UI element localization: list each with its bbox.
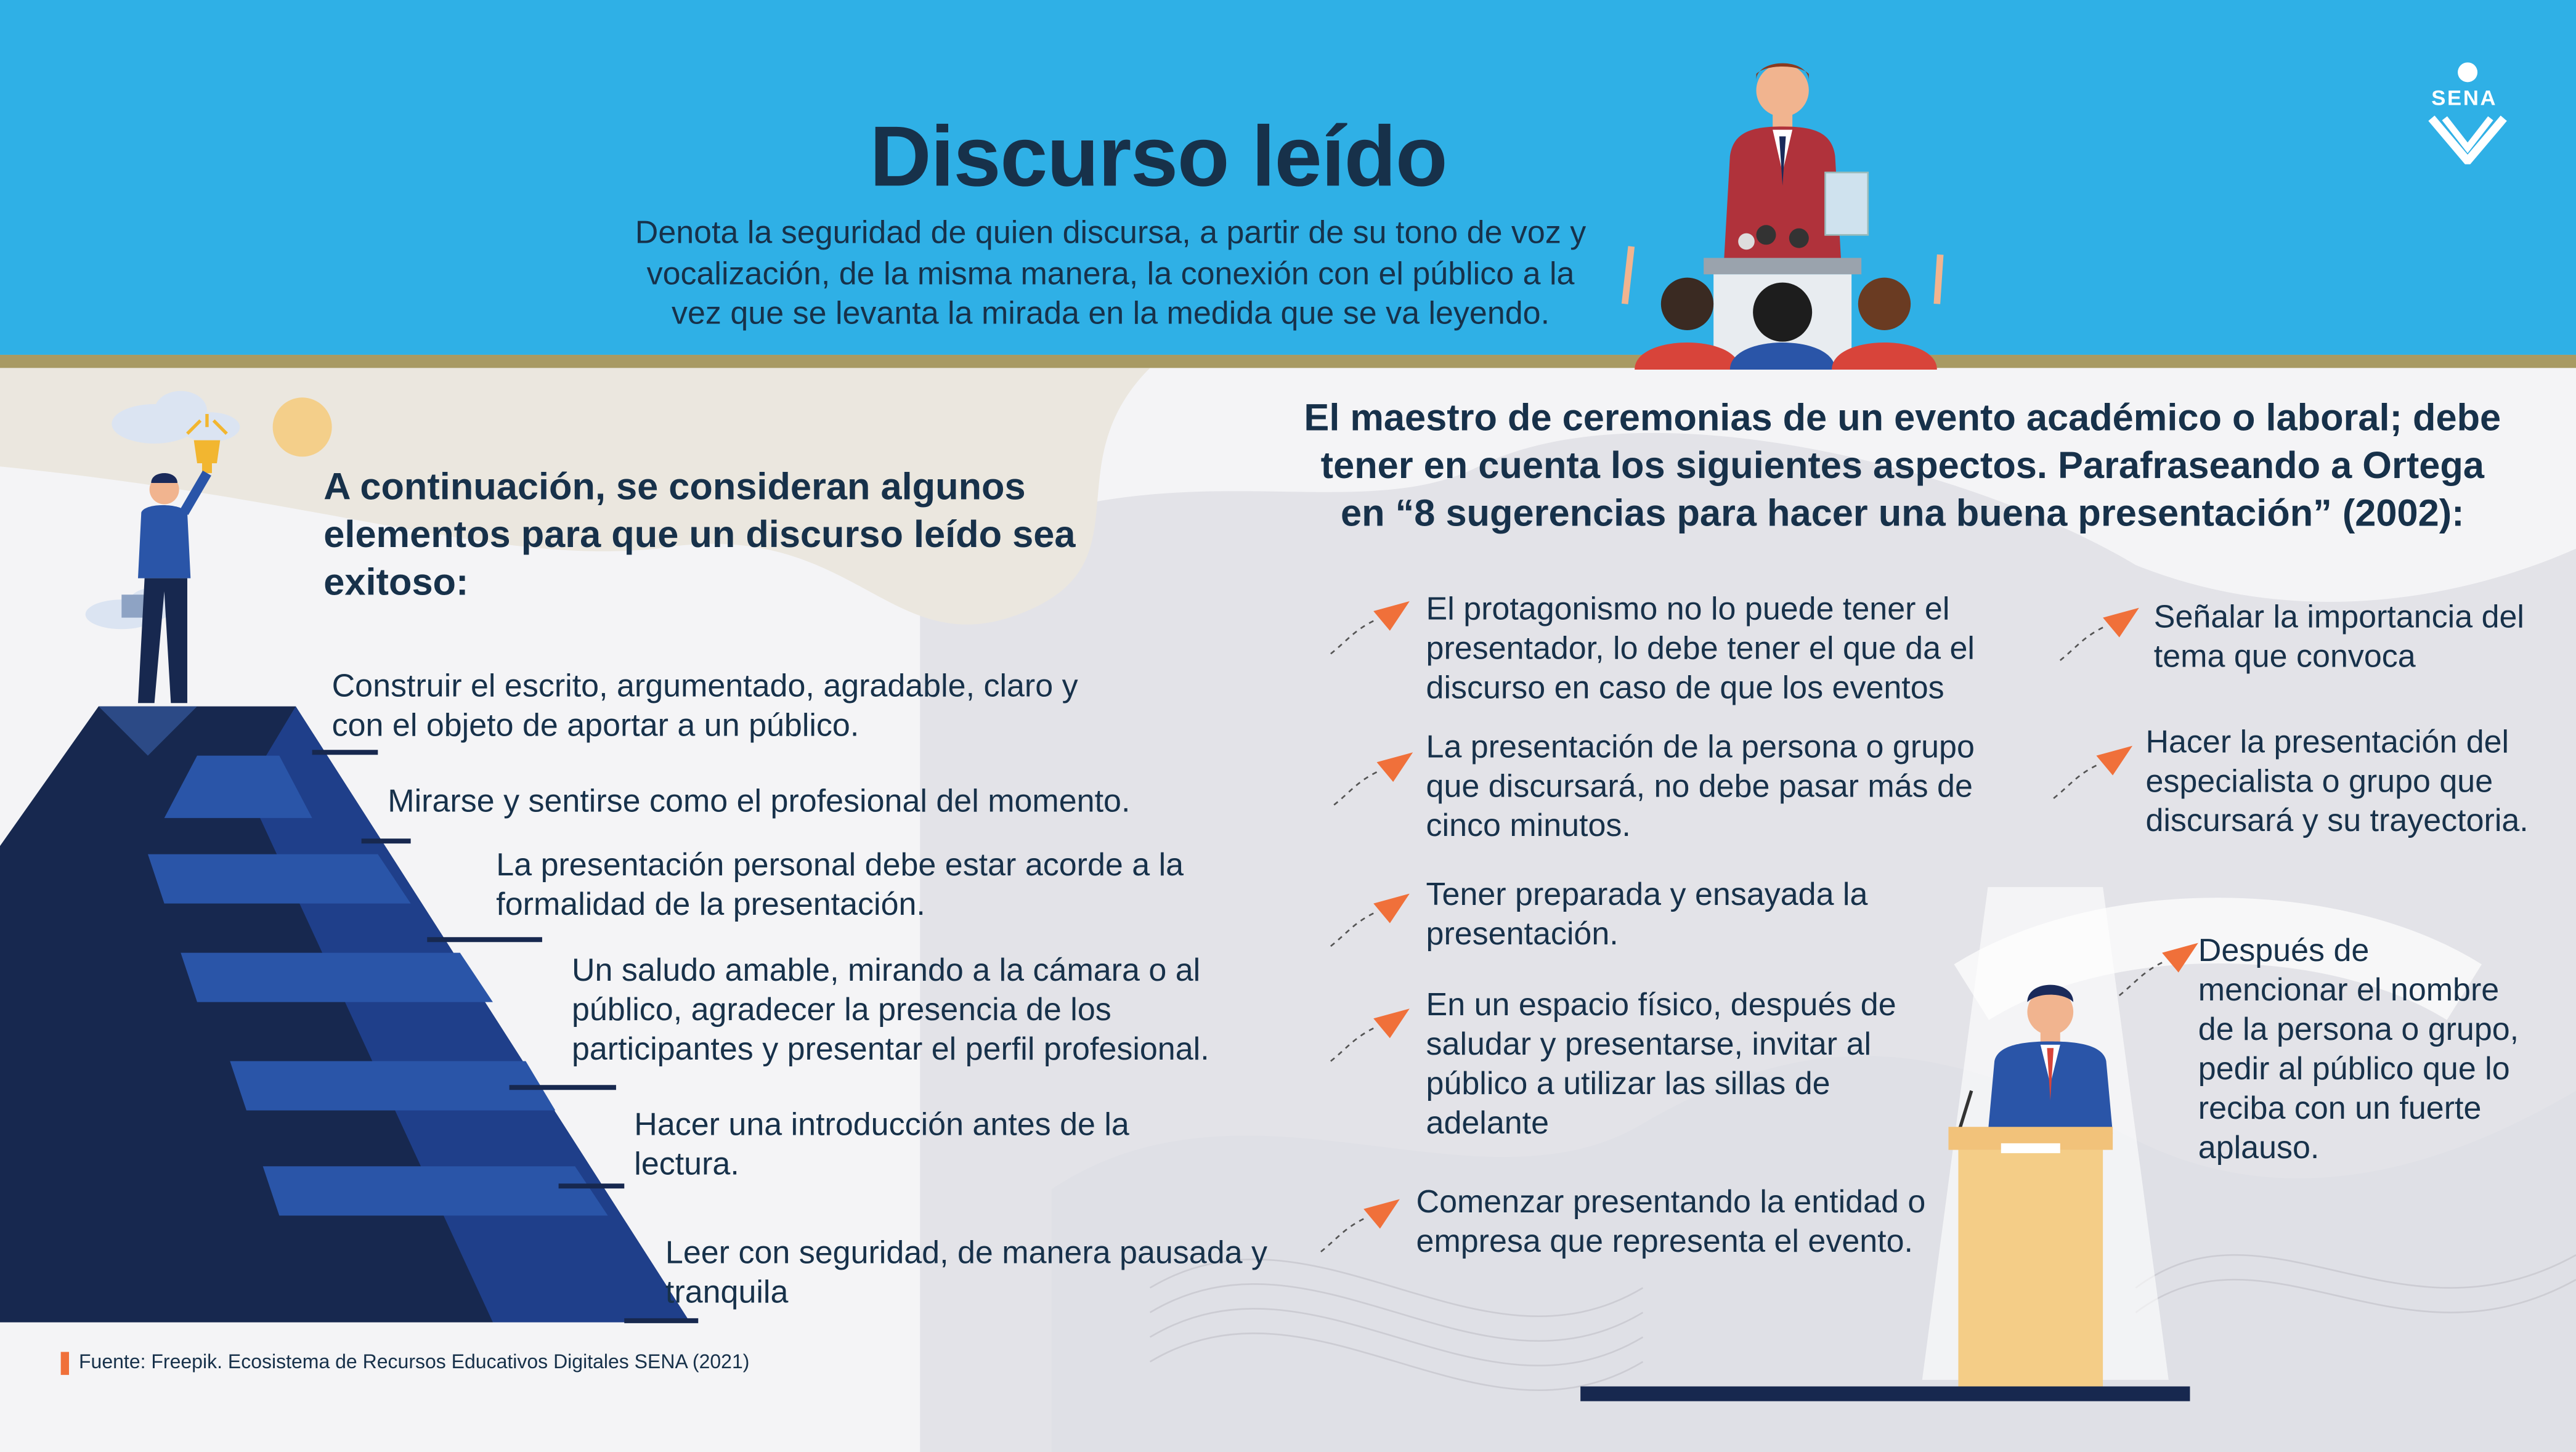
paper-plane-icon <box>1321 1199 1400 1252</box>
paper-plane-icon <box>1331 894 1410 946</box>
right-heading: El maestro de ceremonias de un evento académico o laboral; debe tener en cuenta los siguientes aspectos. Parafraseando a Ortega en “8 sugerencias para hacer una buena presentación” (2002): <box>1304 395 2501 534</box>
sena-logo <box>2415 59 2521 164</box>
left-item-6: Leer con seguridad, de manera pausada y tranquila <box>665 1235 1267 1311</box>
speaker-podium-illustration <box>1602 57 1955 370</box>
left-item-3: La presentación personal debe estar acorde a la formalidad de la presentación. <box>496 847 1184 923</box>
right-item-7: Hacer la presentación del especialista o grupo que discursará y su trayectoria. <box>2145 724 2529 840</box>
right-item-2: La presentación de la persona o grupo que discursará, no debe pasar más de cinco minutos. <box>1426 729 1975 845</box>
paper-plane-icon <box>1334 752 1413 805</box>
page-subtitle: Denota la seguridad de quien discursa, a partir de su tono de voz y vocalización, de la misma manera, la conexión con el público a la vez que se levanta la mirada en la medida que se va leyendo. <box>635 215 1587 332</box>
left-item-4: Un saludo amable, mirando a la cámara o al público, agradecer la presencia de los participantes y presentar el perfil profesional. <box>571 952 1209 1068</box>
left-heading: A continuación, se consideran algunos elementos para que un discurso leído sea exitoso: <box>323 464 1076 603</box>
source-marker <box>61 1352 69 1375</box>
sun-icon <box>273 397 332 456</box>
paper-plane-icon <box>2060 608 2139 660</box>
page-title: Discurso leído <box>869 110 1447 206</box>
paper-plane-icon <box>2054 746 2132 798</box>
stage-floor <box>1580 1387 2190 1401</box>
left-item-5: Hacer una introducción antes de la lectura. <box>634 1107 1129 1183</box>
sena-logo-text: SENA <box>2431 85 2498 110</box>
paper-plane-icon <box>1331 1008 1410 1061</box>
right-item-3: Tener preparada y ensayada la presentación. <box>1426 877 1868 953</box>
left-item-2: Mirarse y sentirse como el profesional del momento. <box>388 783 1131 820</box>
right-item-5: Comenzar presentando la entidad o empresa que representa el evento. <box>1416 1184 1926 1260</box>
presenter-podium-illustration <box>1889 887 2201 1413</box>
right-item-4: En un espacio físico, después de saludar y presentarse, invitar al público a utilizar las sillas de adelante <box>1426 987 1896 1142</box>
left-item-1: Construir el escrito, argumentado, agradable, claro y con el objeto de aportar a un público. <box>331 668 1078 744</box>
source-caption: Fuente: Freepik. Ecosistema de Recursos Educativos Digitales SENA (2021) <box>78 1350 750 1374</box>
header-divider <box>0 355 2576 368</box>
paper-plane-icon <box>1331 601 1410 654</box>
right-item-1: El protagonismo no lo puede tener el presentador, lo debe tener el que da el discurso en caso de que los eventos <box>1426 591 1975 707</box>
right-item-6: Señalar la importancia del tema que convoca <box>2153 599 2524 675</box>
climber-with-trophy-illustration <box>115 411 263 707</box>
trophy-icon <box>187 414 227 473</box>
right-item-8: Después de mencionar el nombre de la persona o grupo, pedir al público que lo reciba con un fuerte aplauso. <box>2198 933 2519 1167</box>
paper-plane-icons-col1 <box>1314 591 1429 1281</box>
